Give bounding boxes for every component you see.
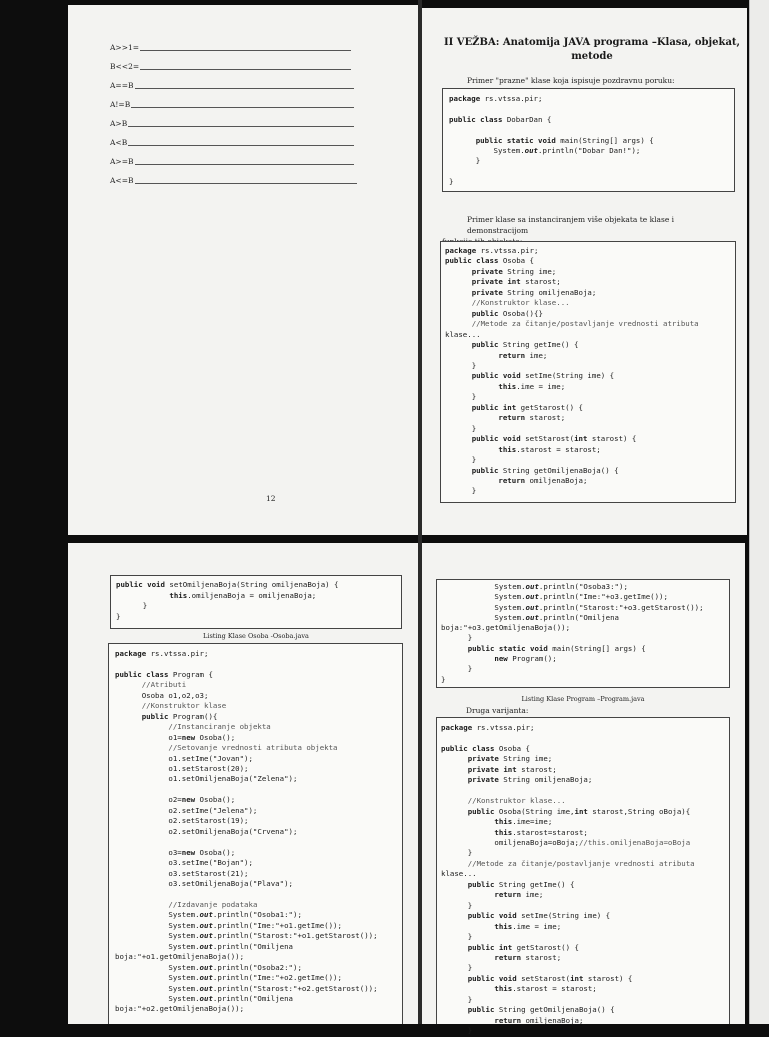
- code-line: }: [441, 664, 473, 674]
- code-line: o1.setOmiljenaBoja("Zelena");: [115, 774, 298, 784]
- answer-blank: [135, 88, 354, 89]
- exercise-line: [110, 100, 354, 109]
- code-line: public static void main(String[] args) {: [467, 643, 646, 653]
- code-line: public Program(){: [141, 711, 218, 721]
- code-line: this.starost = starost;: [494, 984, 597, 994]
- code-line: [115, 659, 396, 669]
- code-text: [445, 246, 731, 497]
- code-text: [115, 649, 396, 1015]
- code-line: o1.setStarost(20);: [115, 763, 249, 773]
- code-line: }: [445, 455, 477, 465]
- code-line: }: [441, 848, 473, 858]
- listing-caption: Listing Klase Osoba -Osoba.java: [203, 632, 309, 640]
- code-line: public String getIme() {: [471, 340, 579, 350]
- code-line: new Program();: [494, 654, 557, 664]
- exercise-label: A>=B: [110, 157, 134, 166]
- code-line: }: [441, 1026, 473, 1036]
- code-line: [449, 104, 728, 114]
- code-line: System.out.println("Dobar Dan!");: [449, 146, 641, 156]
- page-15: [422, 543, 745, 1036]
- code-line: package rs.vtssa.pir;: [445, 246, 539, 255]
- code-line: return starost;: [494, 952, 562, 962]
- exercise-label: A>>1=: [110, 43, 140, 52]
- code-line: System.out.println("Starost:"+o3.getStarost());: [441, 602, 704, 612]
- exercise-label: A>B: [110, 119, 128, 128]
- code-line: System.out.println("Starost:"+o1.getStarost());: [115, 931, 378, 941]
- code-line: return starost;: [498, 413, 566, 423]
- code-line: }: [441, 900, 473, 910]
- code-line: [115, 785, 396, 795]
- code-line: //Atributi: [141, 680, 187, 690]
- code-line: public String getIme() {: [467, 879, 575, 889]
- code-line: }: [445, 486, 477, 496]
- code-line: this.omiljenaBoja = omiljenaBoja;: [169, 590, 317, 600]
- code-line: o1.setIme("Jovan");: [115, 753, 253, 763]
- code-line: //Metode za čitanje/postavljanje vrednosti atributa: [471, 319, 699, 329]
- code-line: public void setStarost(int starost) {: [471, 434, 637, 444]
- exercise-label: A<B: [110, 138, 128, 147]
- code-line: return omiljenaBoja;: [494, 1015, 584, 1025]
- code-line: public class Osoba {: [441, 743, 531, 753]
- code-line: }: [445, 392, 477, 402]
- exercise-label: A<=B: [110, 176, 134, 185]
- code-listing-dobardan: [442, 88, 735, 192]
- code-line: System.out.println("Starost:"+o2.getStarost());: [115, 983, 378, 993]
- code-line: [441, 786, 725, 796]
- exercise-line: [110, 62, 351, 71]
- exercise-line: [110, 157, 354, 166]
- code-line: }: [445, 423, 477, 433]
- code-line: public static void main(String[] args) {: [475, 135, 654, 145]
- code-line: public class Osoba {: [445, 256, 535, 266]
- title-line-2: metode: [571, 51, 613, 62]
- page-title: [442, 36, 742, 64]
- code-line: private String ime;: [467, 754, 553, 764]
- code-line: omiljenaBoja=oBoja;//this.omiljenaBoja=oBoja: [441, 837, 691, 847]
- code-line: private String ime;: [471, 266, 557, 276]
- code-line: }: [441, 994, 473, 1004]
- page-12: [68, 5, 418, 535]
- code-line: this.starost=starost;: [494, 827, 588, 837]
- code-line: //Metode za čitanje/postavljanje vrednosti atributa: [467, 858, 695, 868]
- title-line-1: II VEŽBA: Anatomija JAVA programa –Klasa, objekat,: [443, 37, 741, 48]
- code-line: return omiljenaBoja;: [498, 475, 588, 485]
- code-line: //Instanciranje objekta: [168, 722, 271, 732]
- exercise-line: [110, 138, 354, 147]
- variant-label: Druga varijanta:: [466, 706, 529, 715]
- page-number: 12: [266, 494, 276, 503]
- intro-2-line-1: Primer klase sa instanciranjem više objekata te klase i demonstracijom: [467, 215, 675, 235]
- code-listing-osoba-end: [110, 575, 402, 629]
- exercise-line: [110, 43, 351, 52]
- code-line: private int starost;: [471, 277, 561, 287]
- code-listing-osoba: [440, 241, 736, 503]
- answer-blank: [128, 145, 354, 146]
- code-line: [115, 837, 396, 847]
- answer-blank: [140, 50, 351, 51]
- code-line: }: [449, 177, 454, 187]
- code-line: package rs.vtssa.pir;: [441, 723, 535, 732]
- exercise-label: A!=B: [110, 100, 131, 109]
- code-line: o3.setIme("Bojan");: [115, 858, 253, 868]
- code-line: public void setOmiljenaBoja(String omiljenaBoja) {: [116, 580, 339, 589]
- code-line: //Izdavanje podataka: [168, 899, 258, 909]
- code-line: o2.setStarost(19);: [115, 816, 249, 826]
- code-line: public String getOmiljenaBoja() {: [467, 1005, 615, 1015]
- code-line: private String omiljenaBoja;: [467, 775, 593, 785]
- exercise-label: B<<2=: [110, 62, 140, 71]
- code-listing-program: [108, 643, 403, 1024]
- code-listing-osoba-v2: [436, 717, 730, 1036]
- code-line: o3.setStarost(21);: [115, 868, 249, 878]
- code-line: Osoba o1,o2,o3;: [115, 690, 209, 700]
- code-line: System.out.println("Osoba1:");: [115, 910, 302, 920]
- code-line: System.out.println("Omiljena: [441, 612, 619, 622]
- answer-blank: [140, 69, 351, 70]
- code-line: }: [445, 360, 477, 370]
- next-page-edge: [749, 0, 769, 1024]
- code-line: klase...: [445, 329, 481, 339]
- code-line: package rs.vtssa.pir;: [449, 94, 543, 103]
- code-line: boja:"+o1.getOmiljenaBoja());: [115, 952, 245, 962]
- code-line: }: [116, 611, 121, 621]
- code-line: o3=new Osoba();: [115, 847, 236, 857]
- code-line: [115, 889, 396, 899]
- code-line: o2=new Osoba();: [115, 795, 236, 805]
- code-line: this.ime = ime;: [498, 381, 566, 391]
- code-line: public int getStarost() {: [471, 402, 583, 412]
- code-line: }: [441, 932, 473, 942]
- code-line: o2.setOmiljenaBoja("Crvena");: [115, 826, 298, 836]
- code-line: private String omiljenaBoja;: [471, 287, 597, 297]
- code-line: package rs.vtssa.pir;: [115, 649, 209, 658]
- code-line: System.out.println("Omiljena: [115, 941, 293, 951]
- code-line: [449, 167, 728, 177]
- code-line: public void setIme(String ime) {: [467, 911, 611, 921]
- answer-blank: [128, 126, 354, 127]
- code-line: o2.setIme("Jelena");: [115, 805, 258, 815]
- code-text: [116, 580, 396, 622]
- code-line: this.ime = ime;: [494, 921, 562, 931]
- code-line: boja:"+o3.getOmiljenaBoja());: [441, 623, 571, 633]
- code-text: [441, 723, 725, 1037]
- code-line: o3.setOmiljenaBoja("Plava");: [115, 878, 293, 888]
- code-text: [449, 94, 728, 188]
- code-line: private int starost;: [467, 764, 557, 774]
- exercise-label: A==B: [110, 81, 134, 90]
- code-line: }: [116, 601, 148, 610]
- code-line: }: [441, 674, 446, 684]
- code-line: System.out.println("Omiljena: [115, 993, 293, 1003]
- exercise-line: [110, 81, 354, 90]
- exercise-line: [110, 176, 357, 185]
- code-line: }: [441, 963, 473, 973]
- code-line: o1=new Osoba();: [115, 732, 236, 742]
- code-line: return ime;: [498, 350, 548, 360]
- code-line: public Osoba(){}: [471, 308, 543, 318]
- page-13: [422, 8, 747, 535]
- code-line: klase...: [441, 869, 477, 879]
- code-line: System.out.println("Ime:"+o1.getIme());: [115, 920, 342, 930]
- code-listing-program-end: [436, 579, 730, 688]
- code-line: System.out.println("Ime:"+o2.getIme());: [115, 973, 342, 983]
- code-line: public void setIme(String ime) {: [471, 371, 615, 381]
- code-line: //Konstruktor klase...: [467, 796, 566, 806]
- code-line: //Konstruktor klase: [141, 701, 227, 711]
- code-line: public Osoba(String ime,int starost,String oBoja){: [467, 806, 691, 816]
- code-line: public class DobarDan {: [449, 114, 552, 124]
- code-line: System.out.println("Ime:"+o3.getIme());: [441, 592, 668, 602]
- exercise-line: [110, 119, 354, 128]
- code-line: this.ime=ime;: [494, 817, 553, 827]
- code-line: }: [449, 156, 481, 166]
- code-text: [441, 582, 725, 685]
- code-line: System.out.println("Osoba2:");: [115, 962, 302, 972]
- code-line: boja:"+o2.getOmiljenaBoja());: [115, 1004, 245, 1014]
- code-line: [441, 733, 725, 743]
- answer-blank: [135, 183, 357, 184]
- listing-caption: Listing Klase Program –Program.java: [521, 695, 645, 703]
- code-line: System.out.println("Osoba3:");: [441, 582, 628, 591]
- code-line: public int getStarost() {: [467, 942, 579, 952]
- code-line: this.starost = starost;: [498, 444, 601, 454]
- intro-paragraph-1: Primer "prazne" klase koja ispisuje pozdravnu poruku:: [467, 76, 675, 85]
- code-line: }: [441, 633, 473, 643]
- code-line: public String getOmiljenaBoja() {: [471, 465, 619, 475]
- code-line: //Setovanje vrednosti atributa objekta: [168, 743, 338, 753]
- page-14: [68, 543, 418, 1024]
- answer-blank: [135, 164, 354, 165]
- code-line: return ime;: [494, 890, 544, 900]
- answer-blank: [131, 107, 354, 108]
- code-line: public void setStarost(int starost) {: [467, 973, 633, 983]
- code-line: public class Program {: [115, 669, 213, 679]
- code-line: //Konstruktor klase...: [471, 298, 570, 308]
- code-line: [449, 125, 728, 135]
